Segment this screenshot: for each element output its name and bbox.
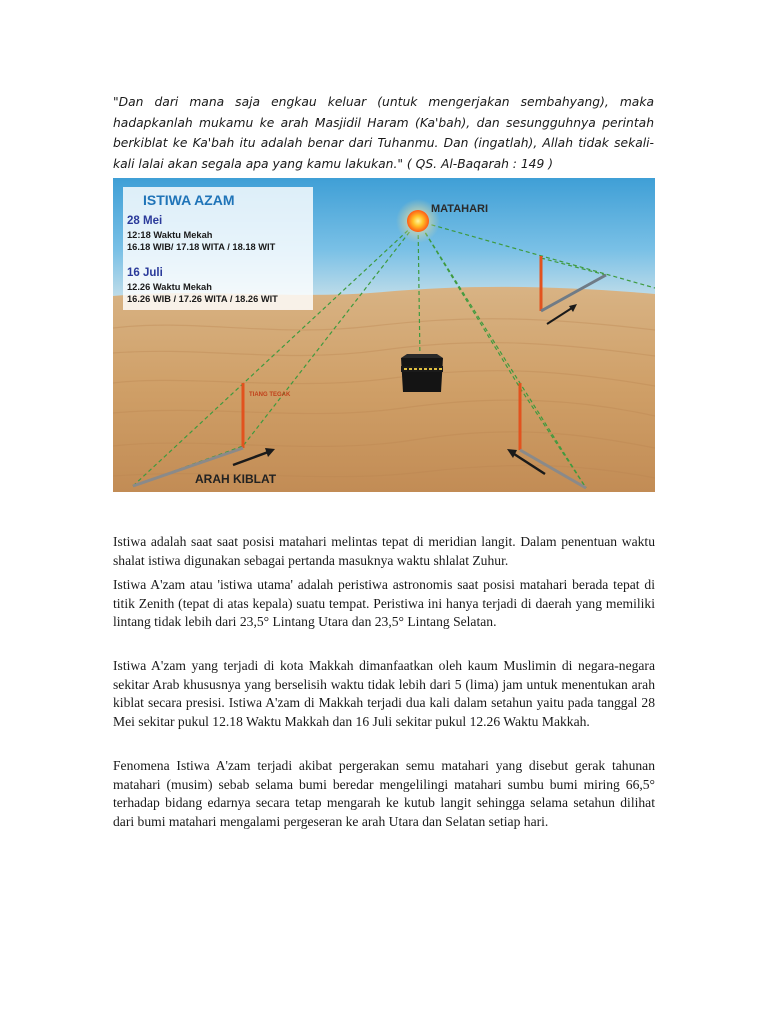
kaaba-icon — [401, 354, 443, 392]
date-1: 28 Mei — [127, 215, 163, 227]
paragraph: Istiwa A'zam yang terjadi di kota Makkah dimanfaatkan oleh kaum Muslimin di negara-negara sekitar Arab khususnya yang berselisih waktu tidak lebih dari 5 (lima) jam untuk menentukan arah kiblat secara presisi. Istiwa A'zam di Makkah terjadi dua kali dalam setahun yaitu pada tanggal 28 Mei sekitar pukul 12.18 Waktu Makkah dan 16 Juli sekitar pukul 12.26 Waktu Makkah. — [113, 658, 655, 730]
date-1-makkah-time: 12:18 Waktu Mekah — [127, 230, 213, 240]
date-1-indonesia-time: 16.18 WIB/ 17.18 WITA / 18.18 WIT — [127, 242, 276, 252]
paragraph: Fenomena Istiwa A'zam terjadi akibat pergerakan semu matahari yang disebut gerak tahunan matahari (musim) sebab selama bumi beredar mengelilingi matahari sumbu bumi miring 66,5° terhadap bidang edarnya secara tetap mengarah ke kutub langit sehingga selama setahun dilihat dari bumi matahari mengalami pergeseran ke arah Utara dan Selatan setiap hari. — [113, 758, 655, 830]
date-2-makkah-time: 12.26 Waktu Mekah — [127, 282, 212, 292]
pole-label: TIANG TEGAK — [249, 392, 291, 398]
date-2-indonesia-time: 16.26 WIB / 17.26 WITA / 18.26 WIT — [127, 294, 278, 304]
quran-quote: "Dan dari mana saja engkau keluar (untuk mengerjakan sembahyang), maka hadapkanlah mukamu ke arah Masjidil Haram (Ka'bah), dan sesungguhnya perintah berkiblat ke Ka'bah itu adalah benar dari Tuhanmu. Dan (ingatlah), Allah tidak sekali-kali lalai akan segala apa yang kamu lakukan." ( QS. Al-Baqarah : 149 ) — [113, 95, 654, 171]
date-2: 16 Juli — [127, 267, 163, 279]
istiwa-azam-illustration — [113, 178, 655, 492]
panel-title: ISTIWA AZAM — [143, 192, 235, 208]
paragraph: Istiwa A'zam atau 'istiwa utama' adalah peristiwa astronomis saat posisi matahari berada tepat di titik Zenith (tepat di atas kepala) suatu tempat. Peristiwa ini hanya terjadi di daerah yang memiliki lintang tidak lebih dari 23,5° Lintang Utara dan 23,5° Lintang Selatan. — [113, 577, 655, 630]
sand — [113, 287, 655, 492]
sun-icon — [407, 210, 429, 232]
sun-label: MATAHARI — [431, 203, 489, 215]
paragraph: Istiwa adalah saat saat posisi matahari melintas tepat di meridian langit. Dalam penentuan waktu shalat istiwa digunakan sebagai pertanda masuknya waktu shlalat Zuhur. — [113, 534, 655, 568]
qibla-direction-label: ARAH KIBLAT — [195, 472, 277, 486]
